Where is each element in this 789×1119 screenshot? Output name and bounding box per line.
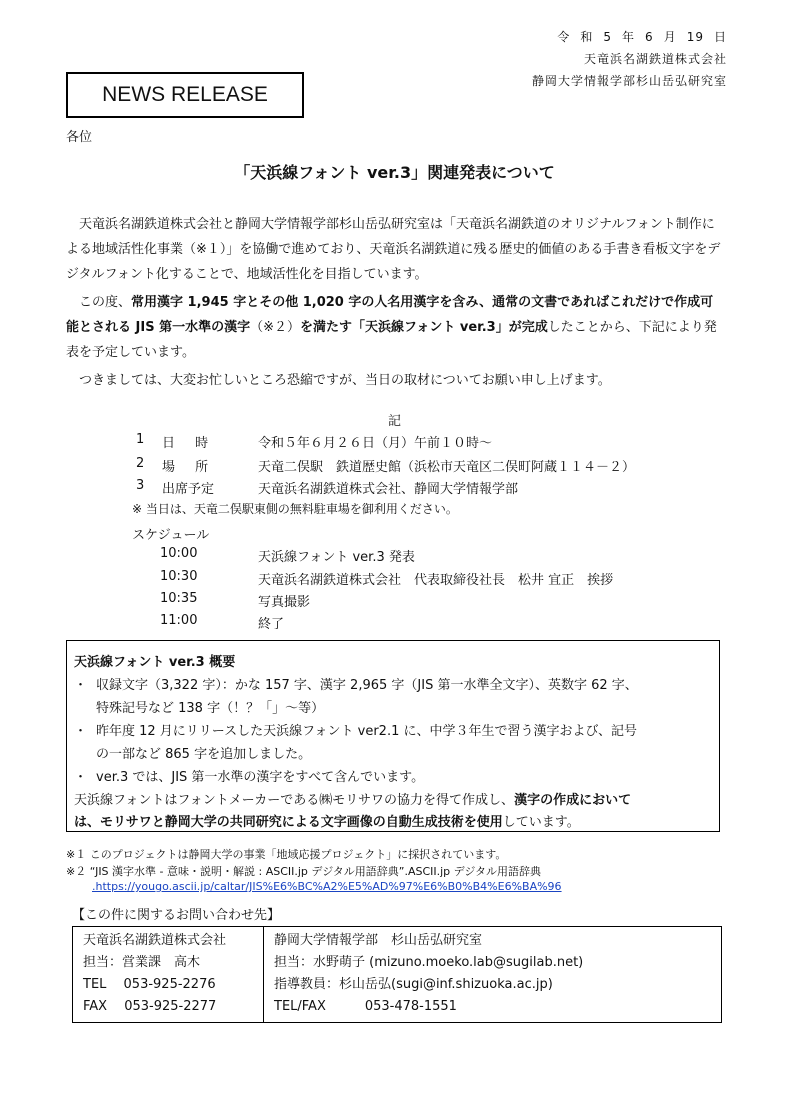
schedule-heading: スケジュール: [132, 528, 210, 543]
summary-bullet-2-cont: の一部など 865 字を追加しました。: [96, 747, 312, 762]
summary-closing-line-2: は、モリサワと静岡大学の共同研究による文字画像の自動生成技術を使用しています。: [74, 815, 580, 830]
document-title: 「天浜線フォント ver.3」関連発表について: [234, 163, 555, 182]
contact-railway: 天竜浜名湖鉄道株式会社 担当：営業課 高木 TEL 053-925-2276 FAX 053-925-2277: [73, 927, 264, 1023]
bullet-mark: ・: [74, 770, 88, 785]
contact-table: [72, 926, 722, 1023]
paragraph-2: この度、常用漢字 1,945 字とその他 1,020 字の人名用漢字を含み、通常の文書であればこれだけで作成可能とされる JIS 第一水準の漢字（※２）を満たす「天浜線フォント ver.3」が完成したことから、下記により発表を予定しています。: [66, 295, 717, 360]
bullet-mark: ・: [74, 678, 88, 693]
release-date: 令 和 5 年 6 月 19 日: [557, 30, 727, 44]
salutation: 各位: [66, 130, 93, 145]
contact-heading: 【この件に関するお問い合わせ先】: [72, 908, 281, 923]
news-release-badge: NEWS RELEASE: [66, 72, 304, 118]
footnote-2-link[interactable]: .https://yougo.ascii.jp/caltar/JIS%E6%BC%A2%E5%AD%97%E6%B0%B4%E6%BA%96: [92, 880, 562, 893]
ki-heading: 記: [388, 414, 402, 429]
contact-university: 静岡大学情報学部 杉山岳弘研究室 担当：水野萌子 (mizuno.moeko.lab@sugilab.net) 指導教員：杉山岳弘(sugi@inf.shizuoka.ac.jp) TEL/FAX 053-478-1551: [264, 927, 722, 1023]
summary-bullet-1: 収録文字（3,322 字）：かな 157 字、漢字 2,965 字（JIS 第一水準全文字）、英数字 62 字、: [96, 678, 638, 693]
footnote-1: ※１ このプロジェクトは静岡大学の事業「地域応援プロジェクト」に採択されています。: [66, 848, 507, 861]
summary-heading: 天浜線フォント ver.3 概要: [74, 655, 236, 670]
paragraph-1: 天竜浜名湖鉄道株式会社と静岡大学情報学部杉山岳弘研究室は「天竜浜名湖鉄道のオリジナルフォント制作による地域活性化事業（※１）」を協働で進めており、天竜浜名湖鉄道に残る歴史的価値のある手書き看板文字をデジタルフォント化することで、地域活性化を目指しています。: [66, 217, 721, 282]
organization-2: 静岡大学情報学部杉山岳弘研究室: [531, 74, 727, 88]
summary-bullet-2: 昨年度 12 月にリリースした天浜線フォント ver2.1 に、中学３年生で習う漢字および、記号: [96, 724, 637, 739]
paragraph-3: つきましては、大変お忙しいところ恐縮ですが、当日の取材についてお願い申し上げます。: [79, 373, 611, 388]
bullet-mark: ・: [74, 724, 88, 739]
summary-closing-line-1: 天浜線フォントはフォントメーカーである㈱モリサワの協力を得て作成し、漢字の作成において: [74, 793, 632, 808]
header-right: [532, 26, 727, 92]
parking-note: ※ 当日は、天竜二俣駅東側の無料駐車場を御利用ください。: [132, 502, 458, 516]
organization-1: 天竜浜名湖鉄道株式会社: [583, 52, 727, 66]
summary-bullet-1-cont: 特殊記号など 138 字（！？「」〜等）: [96, 701, 325, 716]
summary-bullet-3: ver.3 では、JIS 第一水準の漢字をすべて含んでいます。: [96, 770, 425, 785]
footnote-2: ※２ “JIS 漢字水準 - 意味・説明・解説 : ASCII.jp デジタル用語辞典”.ASCII.jp デジタル用語辞典: [66, 865, 541, 878]
